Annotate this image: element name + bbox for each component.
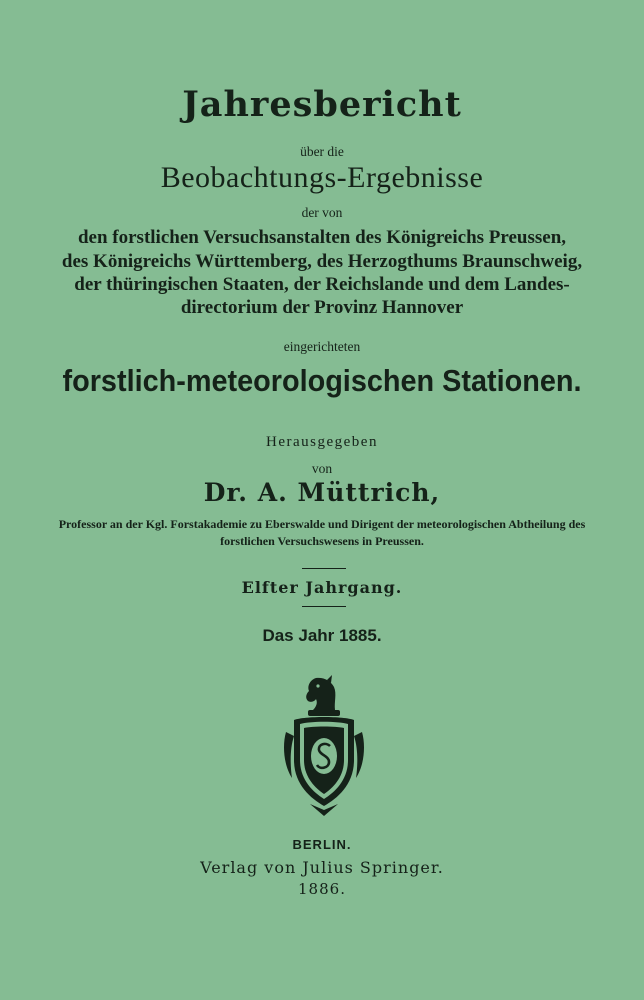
report-year: Das Jahr 1885.: [262, 626, 382, 645]
springer-knight-logo-icon: [282, 674, 366, 816]
editor-affiliation: Professor an der Kgl. Forstakademie zu Eberswalde und Dirigent der meteorologischen Abtheilung des: [58, 517, 586, 531]
edited-by: von: [311, 461, 333, 476]
divider: [302, 568, 346, 569]
editor-affiliation: forstlichen Versuchswesens in Preussen.: [220, 534, 424, 548]
institution-line: des Königreichs Württemberg, des Herzogthums Braunschweig,: [61, 251, 583, 272]
editor-name: Dr. A. Müttrich,: [203, 478, 441, 507]
institution-line: der thüringischen Staaten, der Reichslande und dem Landes-: [74, 274, 570, 295]
connector-eingerichteten: eingerichteten: [283, 339, 361, 354]
subtitle-pre: über die: [300, 144, 344, 159]
publisher-city: BERLIN.: [292, 837, 352, 852]
institution-line: directorium der Provinz Hannover: [180, 297, 464, 318]
edited-label: Herausgegeben: [266, 434, 378, 450]
book-title: Jahresbericht: [182, 84, 462, 125]
subject-heading: Beobachtungs-Ergebnisse: [160, 161, 484, 194]
edition-label: Elfter Jahrgang.: [241, 578, 403, 597]
stations-heading: forstlich-meteorologischen Stationen.: [62, 363, 582, 398]
divider: [302, 606, 346, 607]
publication-year: 1886.: [298, 880, 346, 898]
institution-line: den forstlichen Versuchsanstalten des Königreichs Preussen,: [77, 227, 567, 248]
publisher-name: Verlag von Julius Springer.: [200, 858, 444, 877]
connector-der-von: der von: [301, 205, 343, 220]
